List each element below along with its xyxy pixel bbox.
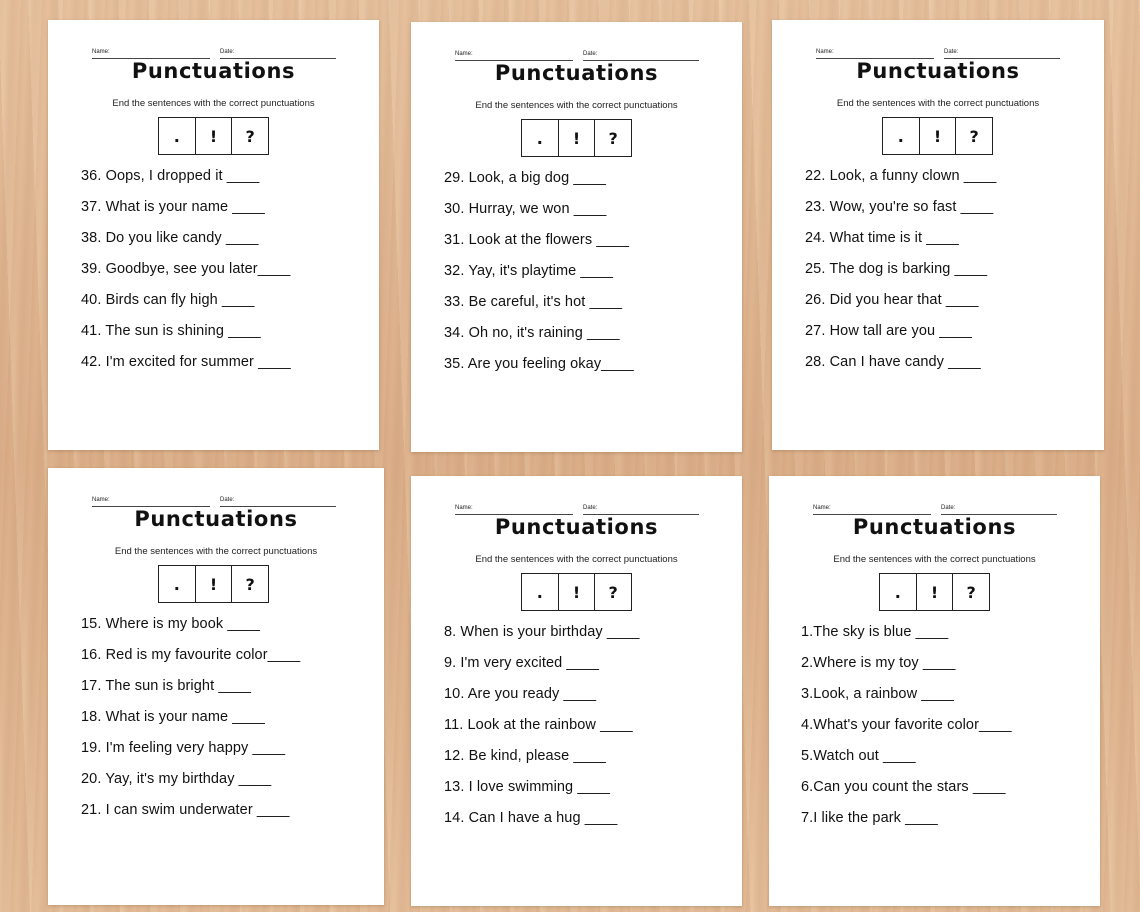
punctuation-mark-cell: ?	[245, 126, 255, 146]
name-field	[816, 48, 934, 59]
worksheet-1	[48, 20, 379, 450]
name-field	[455, 50, 573, 61]
sentence-item: 31. Look at the flowers ____	[444, 232, 629, 248]
sentence-item: 35. Are you feeling okay____	[444, 356, 634, 372]
sentence-item: 36. Oops, I dropped it ____	[81, 168, 260, 184]
sentence-item: 40. Birds can fly high ____	[81, 292, 255, 308]
sentence-item: 8. When is your birthday ____	[444, 624, 640, 640]
sentence-item: 42. I'm excited for summer ____	[81, 354, 291, 370]
worksheet-instructions: End the sentences with the correct punctuations	[112, 98, 315, 109]
sentence-item: 7.I like the park ____	[801, 810, 938, 826]
name-label: Name:	[813, 505, 831, 511]
worksheet-title: Punctuations	[134, 507, 298, 531]
sentence-item: 28. Can I have candy ____	[805, 354, 981, 370]
sentence-item: 13. I love swimming ____	[444, 779, 611, 795]
worksheet-instructions: End the sentences with the correct punctuations	[114, 546, 318, 557]
sentence-list	[81, 616, 300, 833]
punctuation-mark-cell: .	[159, 566, 196, 602]
sentence-item: 9. I'm very excited ____	[444, 655, 600, 671]
worksheet-instructions: End the sentences with the correct punctuations	[475, 100, 678, 111]
sentence-item: 10. Are you ready ____	[444, 686, 597, 702]
sentence-item: 27. How tall are you ____	[805, 323, 972, 339]
sentence-list	[444, 624, 640, 841]
name-field	[92, 48, 210, 59]
punctuation-mark-cell: !	[196, 118, 233, 154]
punctuation-marks-box	[882, 117, 993, 155]
sentence-item: 23. Wow, you're so fast ____	[805, 199, 994, 215]
name-field	[455, 504, 573, 515]
name-field	[813, 504, 931, 515]
worksheet-4	[48, 468, 384, 905]
punctuation-marks-box	[158, 565, 269, 603]
sentence-item: 32. Yay, it's playtime ____	[444, 263, 614, 279]
sentence-list	[444, 170, 634, 387]
date-field	[941, 504, 1057, 515]
name-label: Name:	[455, 51, 473, 57]
sentence-list	[805, 168, 996, 385]
worksheet-title: Punctuations	[494, 515, 659, 539]
sentence-item: 34. Oh no, it's raining ____	[444, 325, 620, 341]
punctuation-mark-cell: ?	[966, 582, 976, 602]
date-label: Date:	[583, 51, 598, 57]
punctuation-marks-box	[158, 117, 269, 155]
sentence-item: 25. The dog is barking ____	[805, 261, 988, 277]
sentence-item: 38. Do you like candy ____	[81, 230, 259, 246]
sentence-item: 21. I can swim underwater ____	[81, 802, 290, 818]
name-label: Name:	[455, 505, 473, 511]
date-label: Date:	[220, 49, 235, 55]
date-field	[583, 50, 699, 61]
sentence-item: 41. The sun is shining ____	[81, 323, 261, 339]
punctuation-mark-cell: ?	[608, 128, 618, 148]
date-label: Date:	[944, 49, 959, 55]
sentence-item: 12. Be kind, please ____	[444, 748, 607, 764]
name-label: Name:	[92, 497, 110, 503]
date-field	[220, 496, 336, 507]
punctuation-mark-cell: !	[559, 120, 596, 156]
sentence-item: 33. Be careful, it's hot ____	[444, 294, 623, 310]
punctuation-mark-cell: !	[920, 118, 957, 154]
worksheet-instructions: End the sentences with the correct punctuations	[833, 554, 1036, 565]
sentence-item: 39. Goodbye, see you later____	[81, 261, 291, 277]
punctuation-mark-cell: ?	[608, 582, 618, 602]
punctuation-mark-cell: ?	[969, 126, 979, 146]
punctuation-mark-cell: .	[522, 120, 559, 156]
sentence-item: 6.Can you count the stars ____	[801, 779, 1006, 795]
worksheet-3	[772, 20, 1104, 450]
sentence-item: 26. Did you hear that ____	[805, 292, 979, 308]
worksheet-title: Punctuations	[856, 59, 1020, 83]
sentence-item: 14. Can I have a hug ____	[444, 810, 618, 826]
sentence-item: 1.The sky is blue ____	[801, 624, 949, 640]
worksheet-2	[411, 22, 742, 452]
punctuation-marks-box	[879, 573, 990, 611]
sentence-item: 22. Look, a funny clown ____	[805, 168, 997, 184]
name-label: Name:	[92, 49, 110, 55]
worksheet-5	[411, 476, 742, 906]
punctuation-marks-box	[521, 119, 632, 157]
sentence-item: 18. What is your name ____	[81, 709, 265, 725]
punctuation-mark-cell: .	[883, 118, 920, 154]
sentence-item: 29. Look, a big dog ____	[444, 170, 607, 186]
punctuation-marks-box	[521, 573, 632, 611]
date-label: Date:	[220, 497, 235, 503]
sentence-item: 20. Yay, it's my birthday ____	[81, 771, 272, 787]
sentence-item: 15. Where is my book ____	[81, 616, 261, 632]
sentence-list	[81, 168, 291, 385]
sentence-item: 30. Hurray, we won ____	[444, 201, 607, 217]
date-field	[583, 504, 699, 515]
punctuation-mark-cell: !	[917, 574, 954, 610]
punctuation-mark-cell: .	[522, 574, 559, 610]
worksheet-title: Punctuations	[852, 515, 1017, 539]
sentence-list	[801, 624, 1012, 841]
punctuation-mark-cell: .	[880, 574, 917, 610]
punctuation-mark-cell: .	[159, 118, 196, 154]
date-field	[944, 48, 1060, 59]
date-label: Date:	[583, 505, 598, 511]
name-field	[92, 496, 210, 507]
sentence-item: 11. Look at the rainbow ____	[444, 717, 633, 733]
punctuation-mark-cell: !	[196, 566, 233, 602]
sentence-item: 2.Where is my toy ____	[801, 655, 956, 671]
worksheet-instructions: End the sentences with the correct punctuations	[475, 554, 678, 565]
sentence-item: 16. Red is my favourite color____	[81, 647, 301, 663]
worksheet-instructions: End the sentences with the correct punctuations	[836, 98, 1040, 109]
name-label: Name:	[816, 49, 834, 55]
sentence-item: 24. What time is it ____	[805, 230, 959, 246]
worksheet-6	[769, 476, 1100, 906]
sentence-item: 37. What is your name ____	[81, 199, 265, 215]
worksheet-title: Punctuations	[131, 59, 296, 83]
sentence-item: 5.Watch out ____	[801, 748, 916, 764]
punctuation-mark-cell: ?	[245, 574, 255, 594]
sentence-item: 4.What's your favorite color____	[801, 717, 1012, 733]
date-field	[220, 48, 336, 59]
worksheet-title: Punctuations	[494, 61, 659, 85]
date-label: Date:	[941, 505, 956, 511]
punctuation-mark-cell: !	[559, 574, 596, 610]
sentence-item: 19. I'm feeling very happy ____	[81, 740, 286, 756]
sentence-item: 3.Look, a rainbow ____	[801, 686, 954, 702]
sentence-item: 17. The sun is bright ____	[81, 678, 252, 694]
